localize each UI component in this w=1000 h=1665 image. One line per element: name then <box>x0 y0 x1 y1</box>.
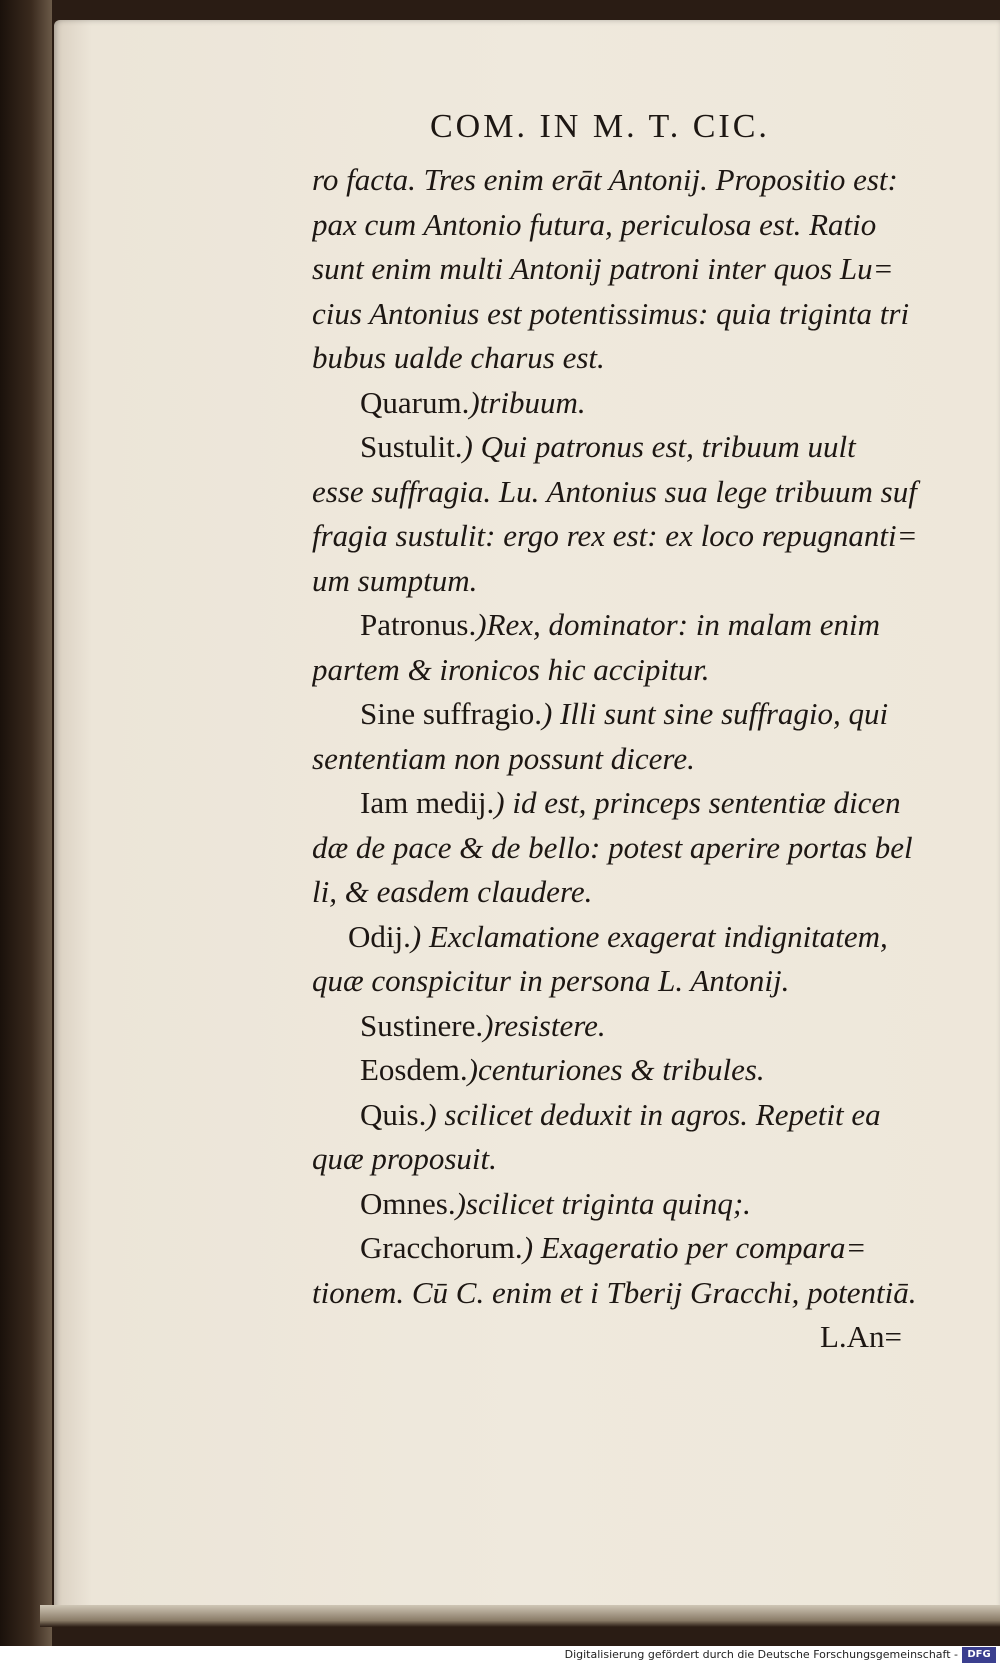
line-text: sunt enim multi Antonij patroni inter quos Lu= <box>312 251 894 286</box>
text-line <box>312 870 952 915</box>
text-line <box>312 559 952 604</box>
line-text: ) Illi sunt sine suffragio, qui <box>541 696 889 731</box>
text-line <box>312 648 952 693</box>
text-line <box>312 959 952 1004</box>
line-text: ) Exageratio per compara= <box>522 1230 867 1265</box>
line-text: )scilicet triginta quinq;. <box>455 1185 751 1221</box>
line-text: )resistere. <box>483 1007 606 1043</box>
catchword: L.An= <box>819 1319 902 1354</box>
line-text: )centuriones & tribules. <box>467 1052 765 1087</box>
book-gutter <box>0 0 52 1646</box>
text-line <box>312 1137 952 1182</box>
lemma: Gracchorum. <box>360 1230 523 1265</box>
lemma: Sustinere. <box>360 1007 484 1043</box>
line-text: )Rex, dominator: in malam enim <box>476 607 881 642</box>
text-line <box>312 470 952 515</box>
lemma: Omnes. <box>360 1185 456 1221</box>
page-edge <box>40 1605 1000 1627</box>
line-text: li, & easdem claudere. <box>312 874 593 909</box>
line-text: ) scilicet deduxit in agros. Repetit ea <box>426 1096 881 1132</box>
text-line <box>312 381 952 426</box>
line-text: quæ proposuit. <box>312 1141 497 1176</box>
text-line <box>312 425 952 470</box>
line-text: partem & ironicos hic accipitur. <box>312 651 710 687</box>
text-line <box>312 1004 952 1049</box>
text-line <box>312 737 952 782</box>
line-text: fragia sustulit: ergo rex est: ex loco repugnanti= <box>312 518 918 553</box>
text-line <box>312 336 952 381</box>
lemma: Quis. <box>360 1096 427 1132</box>
text-line <box>312 1226 952 1271</box>
lemma: Sustulit. <box>360 429 463 464</box>
text-line <box>312 247 952 292</box>
text-line <box>312 514 952 559</box>
line-text: cius Antonius est potentissimus: quia triginta tri <box>312 295 910 331</box>
text-line <box>312 915 952 960</box>
lemma: Sine suffragio. <box>360 696 542 731</box>
text-line <box>312 203 952 248</box>
line-text: um sumptum. <box>312 562 478 598</box>
text-line <box>312 1093 952 1138</box>
line-text: quæ conspicitur in persona L. Antonij. <box>312 963 790 998</box>
line-text: tionem. Cū C. enim et i Tberij Gracchi, potentiā. <box>312 1274 917 1310</box>
text-line <box>312 692 952 737</box>
commentary-text <box>312 158 952 1360</box>
text-line <box>312 1182 952 1227</box>
line-text: dæ de pace & de bello: potest aperire portas bel <box>312 829 913 865</box>
text-line <box>312 158 952 203</box>
text-line <box>312 826 952 871</box>
lemma: Iam medij. <box>360 785 495 820</box>
text-line <box>312 1271 952 1316</box>
line-text: ) Qui patronus est, tribuum uult <box>462 429 856 464</box>
line-text: ) Exclamatione exagerat indignitatem, <box>410 918 888 954</box>
line-text: esse suffragia. Lu. Antonius sua lege tribuum suf <box>312 473 917 509</box>
line-text: ro facta. Tres enim erāt Antonij. Propositio est: <box>312 162 898 197</box>
line-text: pax cum Antonio futura, periculosa est. Ratio <box>312 206 877 242</box>
line-text: )tribuum. <box>469 384 586 420</box>
line-text: ) id est, princeps sententiæ dicen <box>494 785 901 820</box>
funding-credit: Digitalisierung gefördert durch die Deutsche Forschungsgemeinschaft - <box>564 1648 958 1661</box>
dfg-logo: DFG <box>962 1647 996 1663</box>
text-line <box>312 781 952 826</box>
lemma: Patronus. <box>360 607 477 642</box>
line-text: bubus ualde charus est. <box>312 340 605 375</box>
lemma: Eosdem. <box>360 1052 468 1087</box>
text-line <box>312 292 952 337</box>
running-header: COM. IN M. T. CIC. <box>430 108 770 145</box>
line-text: sententiam non possunt dicere. <box>312 740 695 776</box>
text-line <box>312 1048 952 1093</box>
lemma: Odij. <box>348 918 411 954</box>
text-line <box>312 603 952 648</box>
lemma: Quarum. <box>360 384 470 420</box>
